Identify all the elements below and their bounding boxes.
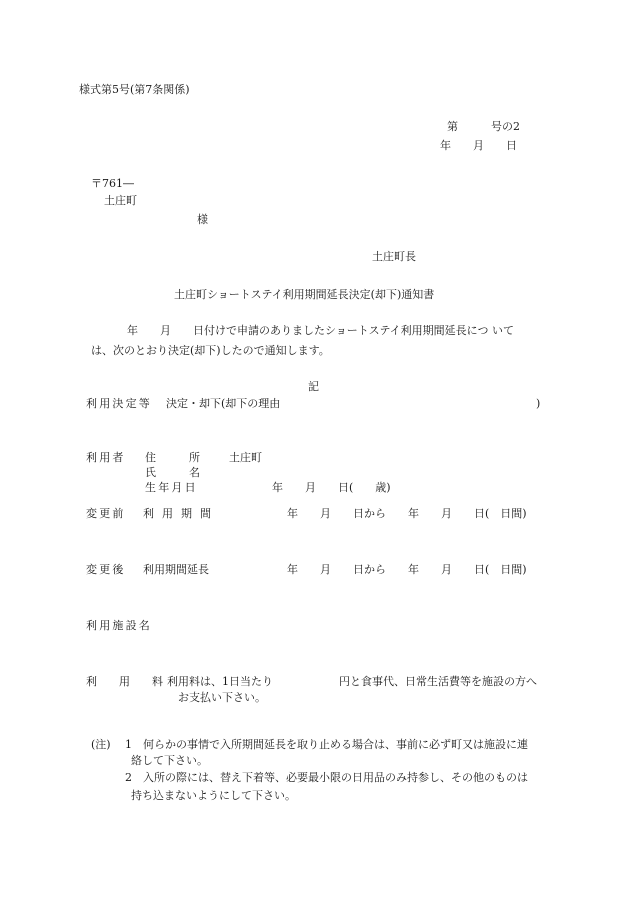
before-period: 年 月 日から 年 月 日( 日間) <box>287 507 527 520</box>
user-address-label: 住 所 <box>145 451 200 464</box>
note-1-number: 1 <box>125 738 132 751</box>
before-label: 変更前 <box>86 507 126 520</box>
note-2-line-2: 持ち込まないようにして下さい。 <box>131 789 296 802</box>
doc-number: 第 号の2 <box>447 120 520 133</box>
notes-prefix: (注) <box>91 738 111 751</box>
ki-mark: 記 <box>308 380 319 393</box>
note-1-line-2: 絡して下さい。 <box>131 754 208 767</box>
document-title: 土庄町ショートステイ利用期間延長決定(却下)通知書 <box>174 288 435 301</box>
recipient-honorific: 様 <box>197 213 208 226</box>
doc-date: 年 月 日 <box>440 139 517 152</box>
form-id: 様式第5号(第7条関係) <box>79 83 190 96</box>
body-line-1: 年 月 日付けで申請のありましたショートステイ利用期間延長につ いて <box>127 324 514 337</box>
fee-label: 利 用 料 <box>86 675 163 688</box>
after-period: 年 月 日から 年 月 日( 日間) <box>287 563 527 576</box>
decision-label: 利用決定等 <box>86 397 152 410</box>
after-sub: 利用期間延長 <box>143 563 209 576</box>
user-address-value: 土庄町 <box>229 451 262 464</box>
user-dob-label: 生年月日 <box>145 481 198 494</box>
after-label: 変更後 <box>86 563 126 576</box>
decision-close: ) <box>536 397 541 410</box>
before-sub: 利用期間 <box>143 507 219 520</box>
note-1-line-1: 何らかの事情で入所期間延長を取り止める場合は、事前に必ず町又は施設に連 <box>143 738 528 751</box>
note-2-line-1: 入所の際には、替え下着等、必要最小限の日用品のみ持参し、その他のものは <box>143 771 528 784</box>
user-dob-value: 年 月 日( 歳) <box>272 481 391 494</box>
user-label: 利用者 <box>86 451 126 464</box>
fee-line-1: 利用料は、1日当たり 円と食事代、日常生活費等を施設の方へ <box>167 675 537 688</box>
issuer: 土庄町長 <box>372 250 416 263</box>
decision-value: 決定・却下(却下の理由 <box>166 397 281 410</box>
user-name-label: 氏 名 <box>145 466 200 479</box>
fee-line-2: お支払い下さい。 <box>178 691 266 704</box>
recipient-town: 土庄町 <box>104 194 137 207</box>
note-2-number: 2 <box>125 771 132 784</box>
body-line-2: は、次のとおり決定(却下)したので通知します。 <box>91 344 330 357</box>
postal-code: 〒761― <box>91 177 134 190</box>
facility-label: 利用施設名 <box>86 619 152 632</box>
